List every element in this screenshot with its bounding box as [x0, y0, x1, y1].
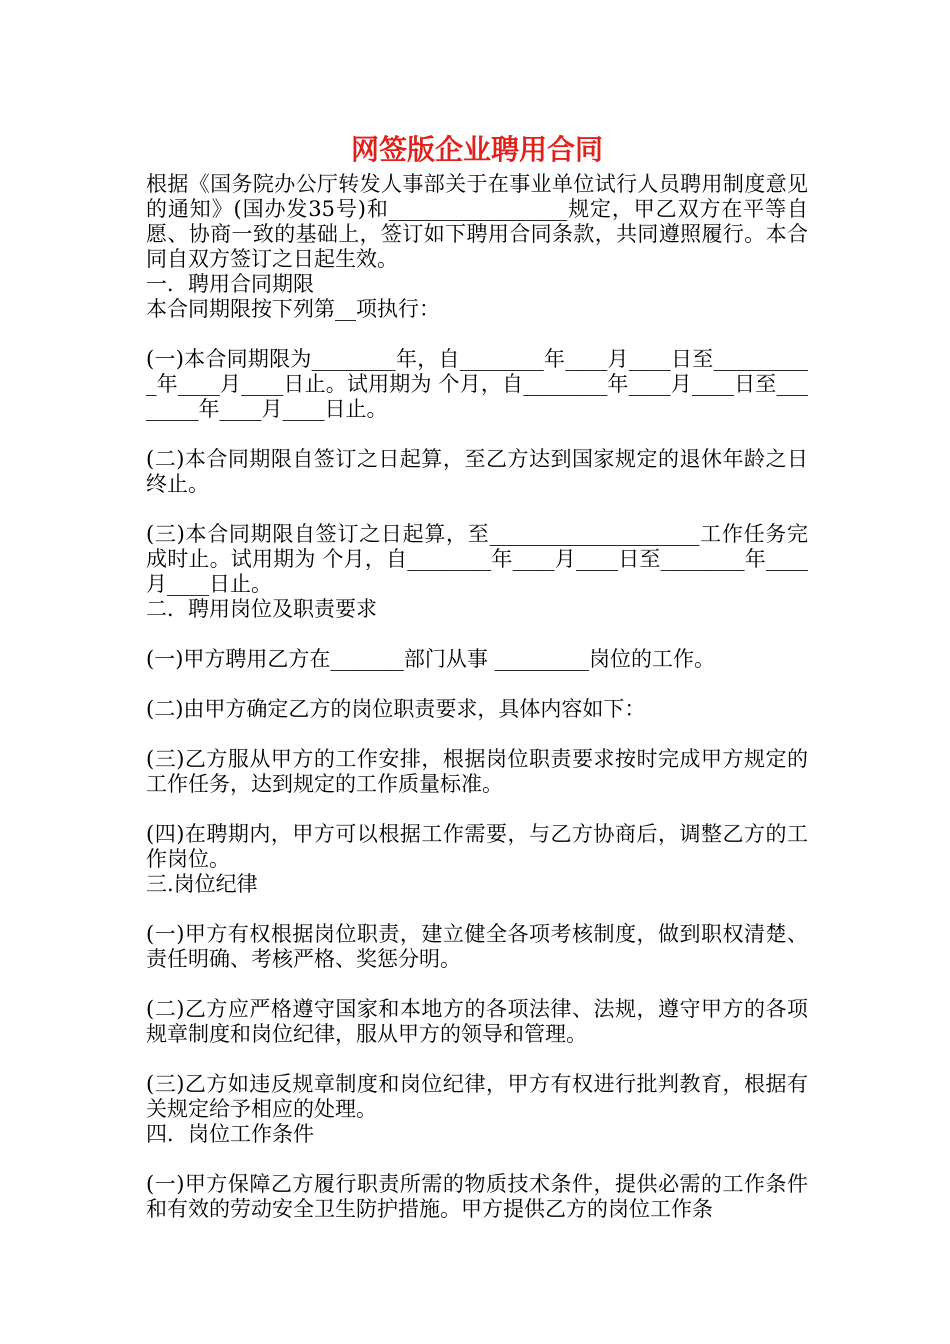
paragraph-intro: 根据《国务院办公厅转发人事部关于在事业单位试行人员聘用制度意见的通知》(国办发35号)和_________________规定，甲乙双方在平等自愿、协商一致的基础上，签订如下聘用合同条款，共同遵照履行。本合同自双方签订之日起生效。 [146, 172, 808, 271]
paragraph-s4-heading: 四．岗位工作条件 [146, 1122, 314, 1146]
paragraph-s1-item3: (三)本合同期限自签订之日起算，至____________________工作任务完成时止。试用期为 个月，自________年____月____日至________年____月____日止。 [146, 522, 808, 596]
paragraph-gap [146, 972, 808, 997]
paragraph-s3-heading: 三.岗位纪律 [146, 872, 258, 896]
paragraph-gap [146, 422, 808, 447]
paragraph-s1-lead: 本合同期限按下列第__项执行： [146, 297, 440, 321]
paragraph-s2-item2: (二)由甲方确定乙方的岗位职责要求，具体内容如下： [146, 697, 646, 721]
document-title: 网签版企业聘用合同 [350, 133, 603, 166]
paragraph-s1-item1: (一)本合同期限为________年，自________年____月____日至__________年____月____日止。试用期为 个月，自________年____月____日至________年____月____日止。 [146, 347, 808, 421]
paragraph-gap [146, 1047, 808, 1072]
paragraph-s1-item2: (二)本合同期限自签订之日起算，至乙方达到国家规定的退休年龄之日终止。 [146, 447, 808, 496]
paragraph-gap [146, 622, 808, 647]
paragraph-s3-item3: (三)乙方如违反规章制度和岗位纪律，甲方有权进行批判教育，根据有关规定给予相应的处理。 [146, 1072, 808, 1121]
paragraph-gap [146, 897, 808, 922]
paragraph-s2-item4: (四)在聘期内，甲方可以根据工作需要，与乙方协商后，调整乙方的工作岗位。 [146, 822, 808, 871]
paragraph-gap [146, 1147, 808, 1172]
paragraph-gap [146, 497, 808, 522]
paragraph-s2-item1: (一)甲方聘用乙方在_______部门从事 _________岗位的工作。 [146, 647, 716, 671]
paragraph-s1-heading: 一．聘用合同期限 [146, 272, 314, 296]
document-page [146, 132, 808, 1222]
paragraph-gap [146, 672, 808, 697]
paragraph-s3-item1: (一)甲方有权根据岗位职责，建立健全各项考核制度，做到职权清楚、责任明确、考核严格、奖惩分明。 [146, 922, 808, 971]
document-body [146, 172, 808, 1222]
paragraph-s2-item3: (三)乙方服从甲方的工作安排，根据岗位职责要求按时完成甲方规定的工作任务，达到规定的工作质量标准。 [146, 747, 808, 796]
paragraph-s2-heading: 二．聘用岗位及职责要求 [146, 597, 377, 621]
paragraph-s4-item1: (一)甲方保障乙方履行职责所需的物质技术条件，提供必需的工作条件和有效的劳动安全卫生防护措施。甲方提供乙方的岗位工作条 [146, 1172, 808, 1221]
paragraph-gap [146, 722, 808, 747]
paragraph-s3-item2: (二)乙方应严格遵守国家和本地方的各项法律、法规，遵守甲方的各项规章制度和岗位纪律，服从甲方的领导和管理。 [146, 997, 808, 1046]
paragraph-gap [146, 797, 808, 822]
paragraph-gap [146, 322, 808, 347]
